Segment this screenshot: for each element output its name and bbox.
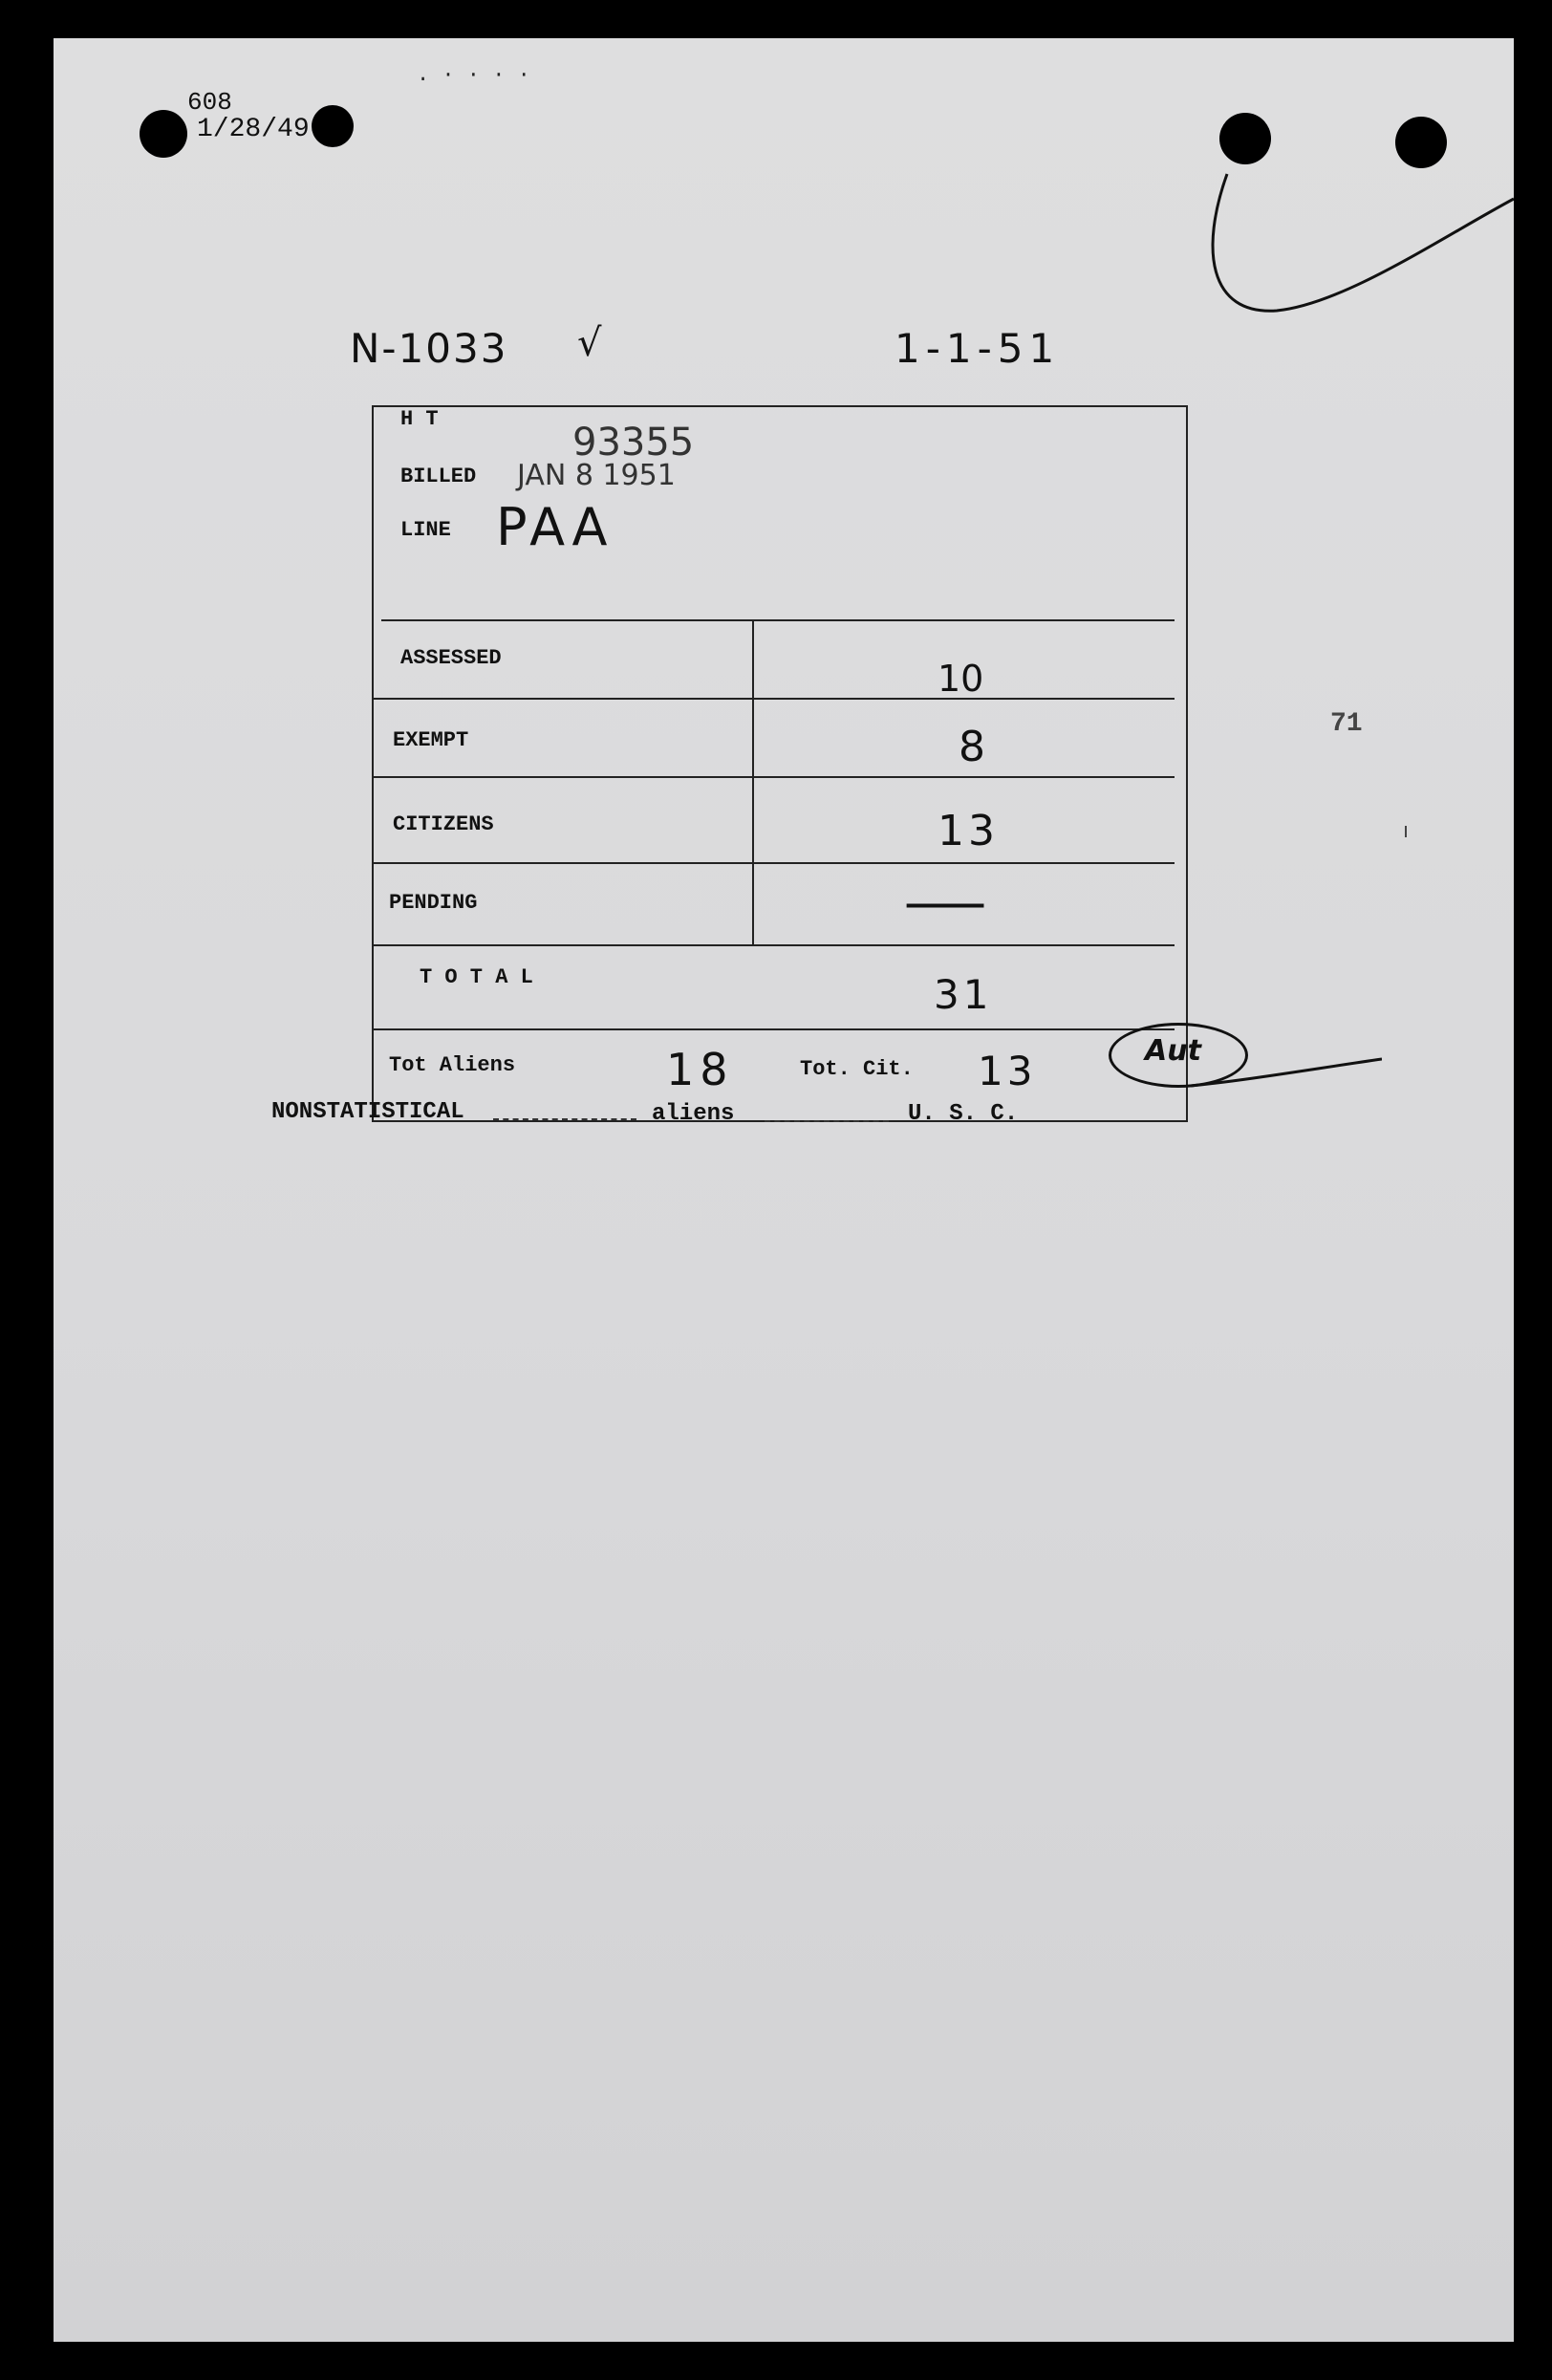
usc-label: U. S. C. (908, 1101, 1019, 1127)
document-page (54, 38, 1514, 2342)
manifest-form (372, 405, 1188, 1122)
side-mark: 71 (1330, 709, 1363, 739)
punch-hole-left (140, 110, 187, 158)
check-mark: √ (577, 321, 602, 365)
header-date: 1-1-51 (895, 325, 1061, 372)
punch-hole-corner (312, 105, 354, 147)
corner-date: 1/28/49 (197, 115, 310, 144)
column-divider (752, 621, 754, 944)
tot-cit-value: 13 (978, 1048, 1037, 1094)
rule-3 (374, 862, 1175, 864)
rule-5 (374, 1028, 1175, 1030)
tot-aliens-value: 18 (666, 1044, 734, 1095)
total-value: 31 (934, 971, 993, 1018)
side-tick (1405, 826, 1407, 837)
tot-aliens-label: Tot Aliens (389, 1053, 516, 1077)
row-label-pending: PENDING (389, 891, 478, 915)
billed-stamp: JAN 8 1951 (517, 459, 676, 492)
row-label-citizens: CITIZENS (393, 812, 494, 836)
rule-2 (374, 776, 1175, 778)
row-value-citizens: 13 (938, 807, 999, 855)
row-value-assessed: 10 (938, 658, 984, 700)
aliens-blank (765, 1120, 889, 1122)
total-label: T O T A L (420, 965, 533, 989)
rule-4 (374, 944, 1175, 946)
initials: Aut (1145, 1034, 1201, 1068)
aliens-label: aliens (652, 1101, 735, 1127)
corner-ref: 608 (187, 88, 232, 117)
row-value-pending: — (902, 872, 988, 934)
row-value-exempt: 8 (959, 723, 985, 771)
rule-1 (374, 698, 1175, 700)
line-value: PAA (496, 497, 614, 557)
pen-stroke (1200, 134, 1514, 325)
nonstatistical-label: NONSTATISTICAL (271, 1099, 464, 1125)
ht-label: H T (400, 407, 439, 431)
rule-top (381, 619, 1175, 621)
ht-number: 93355 (572, 421, 695, 465)
top-specks: . · · · · (417, 63, 530, 87)
row-label-assessed: ASSESSED (400, 646, 502, 670)
initials-underline (1191, 1051, 1382, 1090)
tot-cit-label: Tot. Cit. (800, 1057, 914, 1081)
nonstatistical-blank (493, 1118, 636, 1120)
flight-number: N-1033 (350, 325, 508, 372)
row-label-exempt: EXEMPT (393, 728, 469, 752)
billed-label: BILLED (400, 465, 477, 488)
line-label: LINE (400, 518, 451, 542)
